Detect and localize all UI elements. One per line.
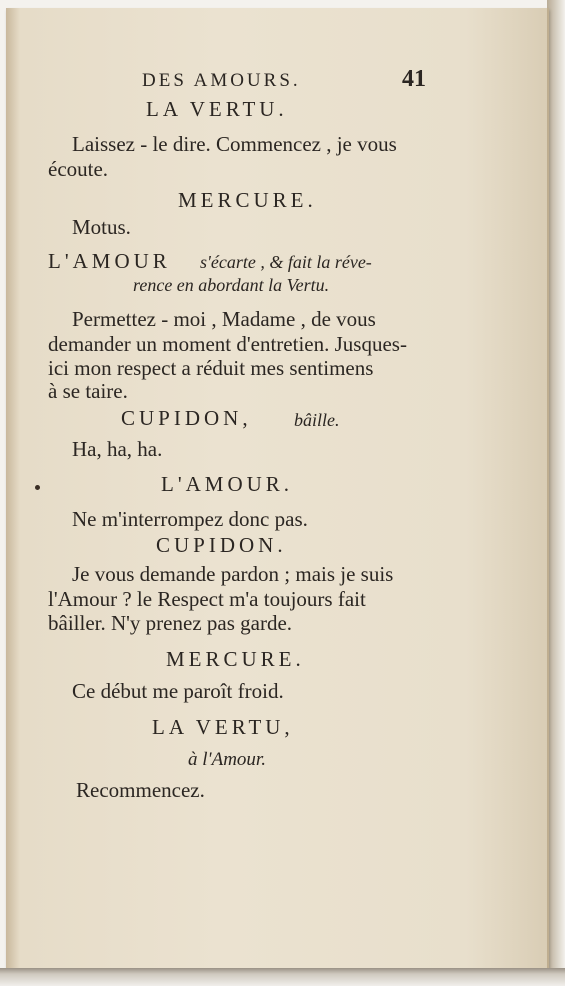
line-18: l'Amour ? le Respect m'a toujours fait [48,587,366,611]
line-21: Ce début me paroît froid. [72,679,284,703]
line-3: écoute. [48,157,109,181]
line-8: Permettez - moi , Madame , de vous [72,307,376,331]
line-13: Ha, ha, ha. [72,437,163,461]
line-17: Je vous demande pardon ; mais je suis [72,562,394,586]
page-right-edge [547,0,565,970]
speaker-mercure: MERCURE. [178,188,317,212]
speaker-mercure-2: MERCURE. [166,647,305,671]
line-24: Recommencez. [76,778,205,802]
speaker-cupidon: CUPIDON, [121,406,252,430]
speaker-amour: L'AMOUR [48,249,171,273]
speaker-amour-2: L'AMOUR. [161,472,294,496]
stage-direction-amour: à l'Amour. [188,749,266,770]
line-11: à se taire. [48,379,128,403]
line-10: ici mon respect a réduit mes sentimens [48,356,374,380]
line-15: Ne m'interrompez donc pas. [72,507,308,531]
speaker-cupidon-2: CUPIDON. [156,533,287,557]
speaker-la-vertu: LA VERTU. [146,97,288,121]
stage-direction-baille: bâille. [294,410,340,430]
running-head: DES AMOURS. [142,70,301,91]
line-2: Laissez - le dire. Commencez , je vous [72,132,397,156]
line-19: bâiller. N'y prenez pas garde. [48,611,293,635]
speaker-la-vertu-2: LA VERTU, [152,715,294,739]
stage-direction: s'écarte , & fait la réve- [200,252,372,272]
page-number: 41 [402,66,426,92]
stage-direction-cont: rence en abordant la Vertu. [133,275,330,295]
line-5: Motus. [72,215,131,239]
ink-spot [35,485,40,490]
page-bottom-edge [0,968,565,986]
line-9: demander un moment d'entretien. Jusques- [48,332,407,356]
